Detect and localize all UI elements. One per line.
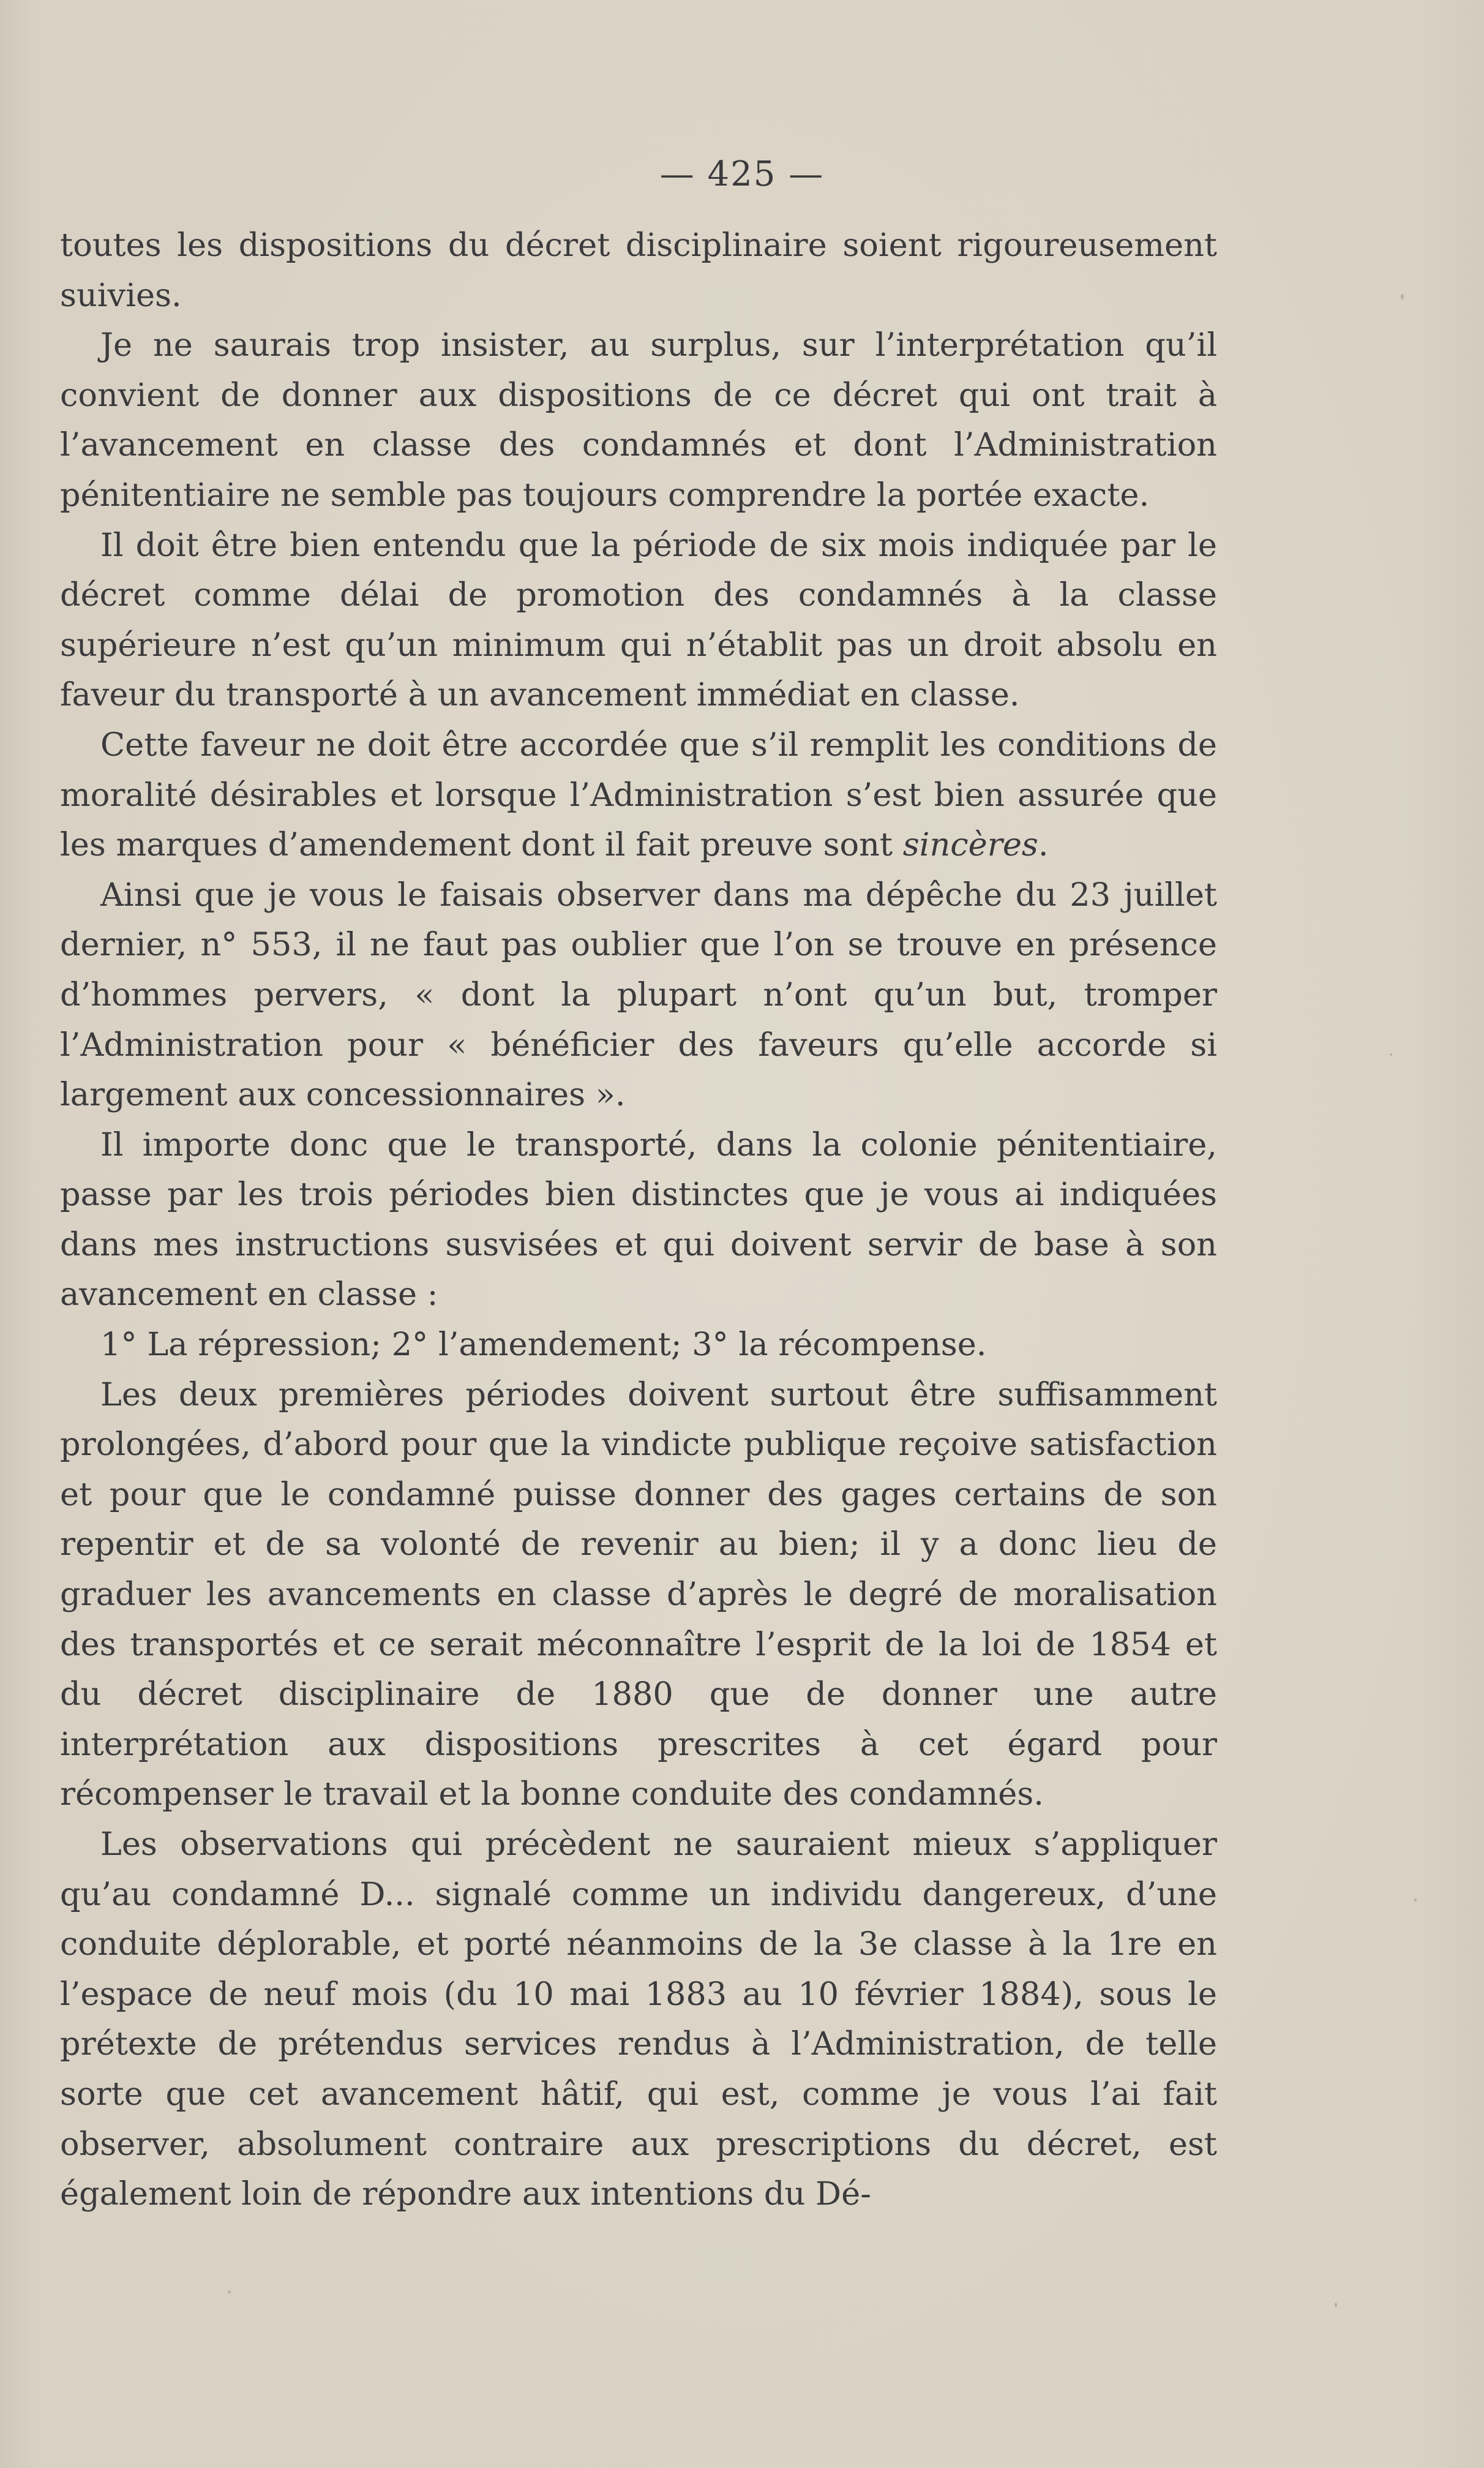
paragraph-9: Les observations qui précèdent ne sauraient mieux s’appliquer qu’au condamné D... signalé comme un individu dangereux, d’une conduite déplorable, et porté néanmoins de la 3e classe à la 1re en l’espace de neuf mois (du 10 mai 1883 au 10 février 1884), sous le prétexte de prétendus services rendus à l’Administration, de telle sorte que cet avancement hâtif, qui est, comme je vous l’ai fait observer, absolument contraire aux prescriptions du décret, est également loin de répondre aux intentions du Dé- <box>60 1826 1217 2213</box>
paper-speck <box>1390 1053 1392 1056</box>
paragraph-5: Ainsi que je vous le faisais observer dans ma dépêche du 23 juillet dernier, n° 553, il ne faut pas oublier que l’on se trouve en présence d’hommes pervers, « dont la plupart n’ont qu’un but, tromper l’Administration pour « bénéficier des faveurs qu’elle accorde si largement aux concessionnaires ». <box>60 876 1217 1114</box>
paragraph-4-end: . <box>1038 826 1049 864</box>
paper-speck <box>1401 294 1404 299</box>
paragraph-8: Les deux premières périodes doivent surtout être suffisamment prolongées, d’abord pour que la vindicte publique reçoive satisfaction et pour que le condamné puisse donner des gages certains de son repentir et de sa volonté de revenir au bien; il y a donc lieu de graduer les avancements en classe d’après le degré de moralisation des transportés et ce serait méconnaître l’esprit de la loi de 1854 et du décret disciplinaire de 1880 que de donner une autre interprétation aux dispositions prescrites à cet égard pour récompenser le travail et la bonne conduite des condamnés. <box>60 1375 1217 1813</box>
paragraph-3: Il doit être bien entendu que la période de six mois indiquée par le décret comme délai de promotion des condamnés à la classe supérieure n’est qu’un minimum qui n’établit pas un droit absolu en faveur du transporté à un avancement immédiat en classe. <box>60 526 1217 714</box>
body-text <box>60 220 1217 2219</box>
paragraph-4-text: Cette faveur ne doit être accordée que s’il remplit les conditions de moralité désirables et lorsque l’Administration s’est bien assurée que les marques d’amendement dont il fait preuve sont <box>60 726 1217 864</box>
italic-word-sinceres: sincères <box>902 826 1038 864</box>
paragraph-4 <box>60 720 1217 870</box>
paper-speck <box>1414 1898 1417 1902</box>
paragraph-6: Il importe donc que le transporté, dans la colonie pénitentiaire, passe par les trois périodes bien distinctes que je vous ai indiquées dans mes instructions susvisées et qui doivent servir de base à son avancement en classe : <box>60 1126 1217 1314</box>
paper-speck <box>1335 2303 1337 2308</box>
paragraph-2: Je ne saurais trop insister, au surplus, sur l’interprétation qu’il convient de donner aux dispositions de ce décret qui ont trait à l’avancement en classe des condamnés et dont l’Administration pénitentiaire ne semble pas toujours comprendre la portée exacte. <box>60 326 1217 514</box>
paragraph-7: 1° La répression; 2° l’amendement; 3° la récompense. <box>100 1326 987 1364</box>
page-number-header: — 425 — <box>659 154 825 194</box>
paragraph-1: toutes les dispositions du décret disciplinaire soient rigoureusement suivies. <box>60 227 1217 314</box>
paper-speck <box>228 2290 231 2293</box>
